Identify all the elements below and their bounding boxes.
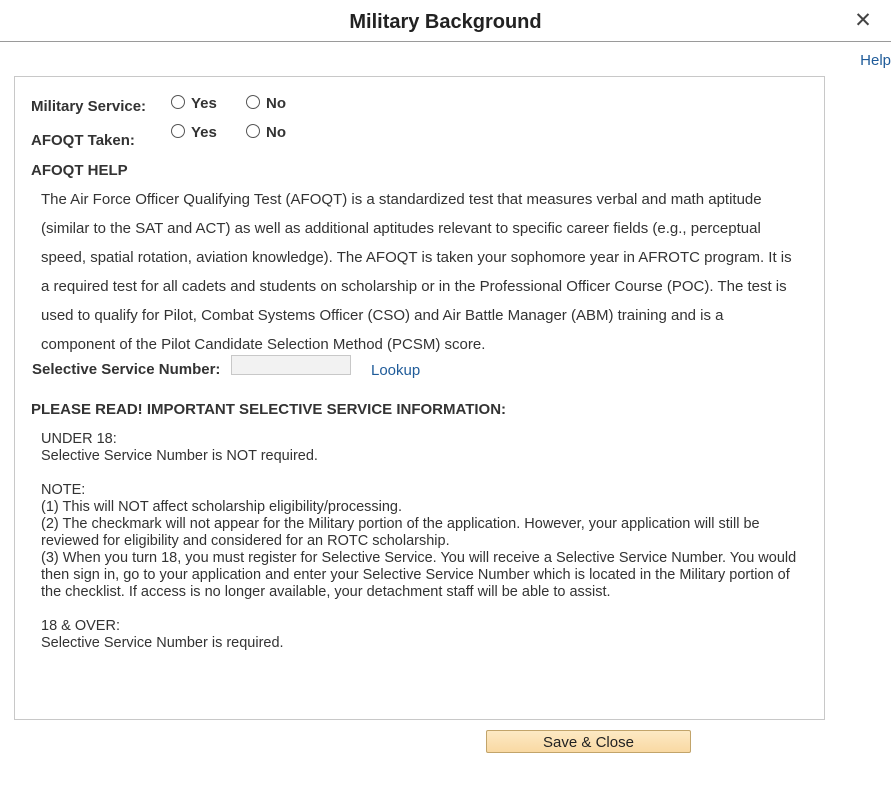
dialog-titlebar (0, 0, 891, 42)
info-line: (3) When you turn 18, you must register for Selective Service. You will receive a Selective Service Number. You would then sign in, go to your application and enter your Selective Service Number which is located in the Military portion of the checklist. If access is no longer available, your detachment staff will be able to assist. (41, 550, 797, 600)
military-service-no-radio[interactable] (246, 95, 260, 109)
afoqt-taken-yes-radio[interactable] (171, 124, 185, 138)
military-service-label: Military Service: (31, 98, 147, 115)
info-line: UNDER 18: (41, 431, 117, 447)
afoqt-help-text: The Air Force Officer Qualifying Test (AFOQT) is a standardized test that measures verbal and math aptitude (similar to the SAT and ACT) as well as additional aptitudes relevant to specific career fields (e.g., perceptual speed, spatial rotation, aviation knowledge). The AFOQT is taken your sophomore year in AFROTC program. It is a required test for all cadets and students on scholarship or in the Professional Officer Course (POC). The test is used to qualify for Pilot, Combat Systems Officer (CSO) and Air Battle Manager (ABM) training and is a component of the Pilot Candidate Selection Method (PCSM) score. (41, 191, 792, 353)
close-icon[interactable]: ✕ (854, 9, 872, 32)
military-background-panel (14, 76, 825, 720)
military-service-yes-radio[interactable] (171, 95, 185, 109)
info-line: Selective Service Number is required. (41, 635, 284, 651)
save-and-close-button[interactable]: Save & Close (486, 730, 691, 753)
info-line: Selective Service Number is NOT required. (41, 448, 318, 464)
afoqt-taken-label: AFOQT Taken: (31, 132, 135, 149)
info-line: NOTE: (41, 482, 86, 498)
afoqt-taken-no-label: No (266, 124, 286, 141)
afoqt-help-heading: AFOQT HELP (31, 162, 128, 179)
info-line (41, 465, 801, 482)
military-service-no-option[interactable] (246, 95, 286, 112)
afoqt-taken-yes-label: Yes (191, 124, 217, 141)
help-link[interactable]: Help (860, 52, 891, 69)
important-info-text (41, 431, 801, 652)
info-line: (1) This will NOT affect scholarship eligibility/processing. (41, 499, 403, 515)
dialog-title: Military Background (349, 11, 542, 33)
afoqt-taken-yes-option[interactable] (171, 124, 217, 141)
afoqt-taken-no-radio[interactable] (246, 124, 260, 138)
military-service-no-label: No (266, 95, 286, 112)
selective-service-number-label: Selective Service Number: (32, 361, 221, 378)
military-service-yes-option[interactable] (171, 95, 217, 112)
selective-service-number-input[interactable] (231, 355, 351, 375)
close-button[interactable] (853, 9, 873, 33)
info-line: 18 & OVER: (41, 618, 120, 634)
info-line (41, 601, 801, 618)
info-line: (2) The checkmark will not appear for the Military portion of the application. However, your application will still be reviewed for eligibility and considered for an ROTC scholarship. (41, 516, 760, 549)
afoqt-taken-no-option[interactable] (246, 124, 286, 141)
important-info-heading: PLEASE READ! IMPORTANT SELECTIVE SERVICE INFORMATION: (31, 401, 507, 418)
military-service-yes-label: Yes (191, 95, 217, 112)
lookup-link[interactable]: Lookup (371, 362, 421, 379)
